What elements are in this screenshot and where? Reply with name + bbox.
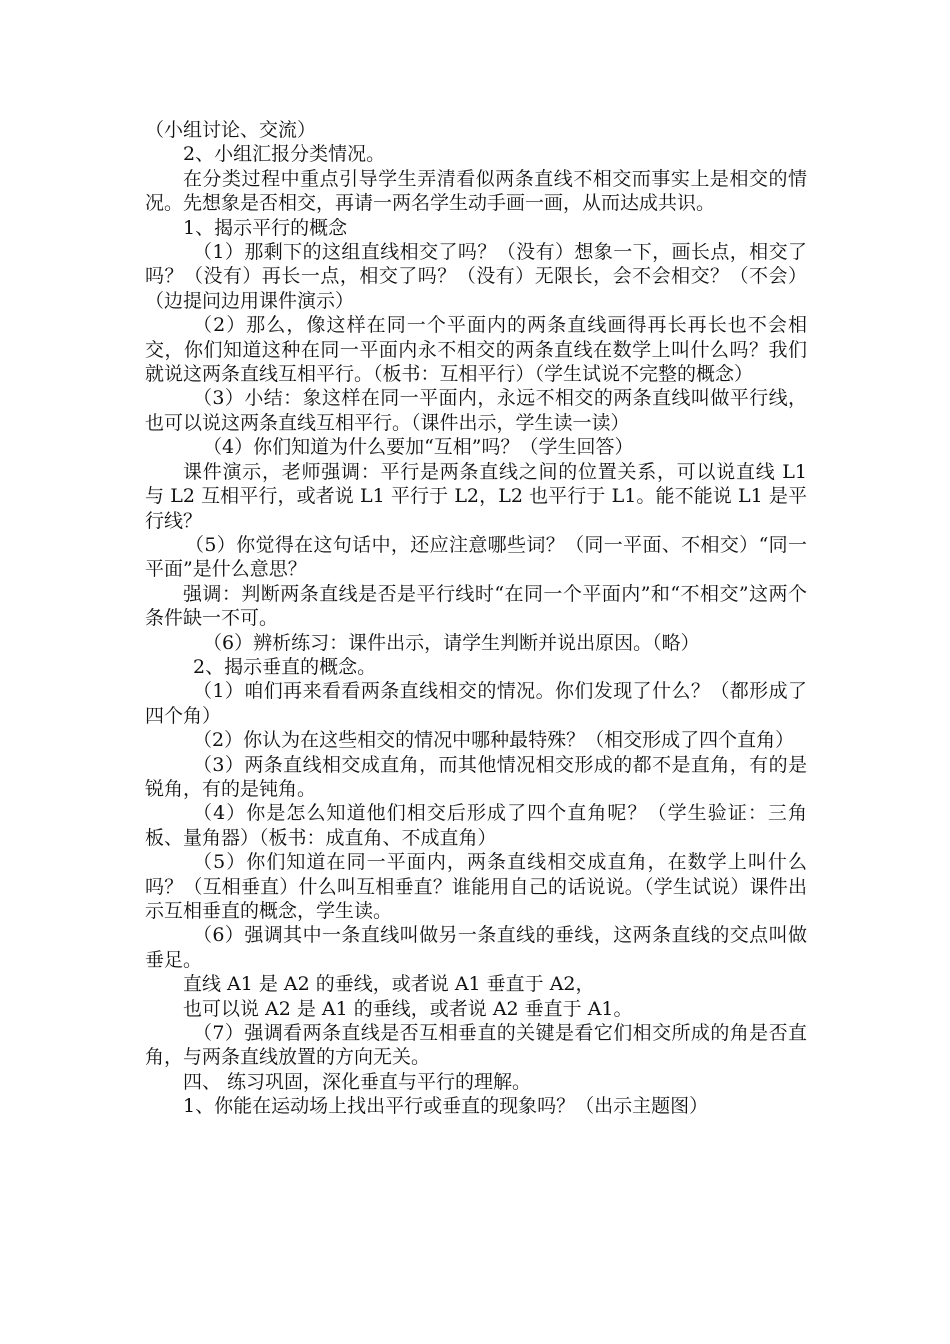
paragraph-group-report: 2、小组汇报分类情况。 [183, 143, 386, 166]
paragraph-parallel-step-5: （5）你觉得在这句话中，还应注意哪些词？（同一平面、不相交）“同一平面”是什么意思？ [145, 533, 807, 581]
paragraph-parallel-step-2: （2）那么，像这样在同一个平面内的两条直线画得再长再长也不会相交，你们知道这种在同一平面内永不相交的两条直线在数学上叫什么吗？我们就说这两条直线互相平行。（板书：互相平行）（学生试说不完整的概念） [145, 314, 807, 386]
paragraph-perpendicular-example-1: 直线 A1 是 A2 的垂线，或者说 A1 垂直于 A2， [183, 973, 595, 996]
paragraph-perpendicular-example-2: 也可以说 A2 是 A1 的垂线，或者说 A2 垂直于 A1。 [183, 997, 633, 1020]
heading-practice-section: 四、 练习巩固，深化垂直与平行的理解。 [183, 1070, 532, 1093]
paragraph-parallel-emphasis: 强调：判断两条直线是否是平行线时“在同一个平面内”和“不相交”这两个条件缺一不可。 [145, 582, 807, 630]
heading-perpendicular-concept: 2、揭示垂直的概念。 [193, 655, 377, 678]
paragraph-parallel-step-4: （4）你们知道为什么要加“互相”吗？（学生回答） [203, 436, 634, 459]
heading-parallel-concept: 1、揭示平行的概念 [183, 216, 348, 239]
paragraph-teacher-emphasis: 课件演示，老师强调：平行是两条直线之间的位置关系，可以说直线 L1 与 L2 互相平行，或者说 L1 平行于 L2，L2 也平行于 L1。能不能说 L1 是平行线？ [145, 460, 807, 532]
paragraph-perpendicular-step-5: （5）你们知道在同一平面内，两条直线相交成直角，在数学上叫什么吗？（互相垂直）什么叫互相垂直？谁能用自己的话说说。（学生试说）课件出示互相垂直的概念，学生读。 [145, 851, 807, 922]
paragraph-classification-guidance: 在分类过程中重点引导学生弄清看似两条直线不相交而事实上是相交的情况。先想象是否相交，再请一两名学生动手画一画，从而达成共识。 [145, 167, 807, 215]
paragraph-parallel-step-6: （6）辨析练习：课件出示，请学生判断并说出原因。（略） [203, 631, 700, 654]
document-body [145, 118, 807, 1119]
paragraph-perpendicular-step-3: （3）两条直线相交成直角，而其他情况相交形成的都不是直角，有的是锐角，有的是钝角。 [145, 753, 807, 800]
paragraph-perpendicular-step-6: （6）强调其中一条直线叫做另一条直线的垂线，这两条直线的交点叫做垂足。 [145, 924, 807, 971]
paragraph-perpendicular-step-7: （7）强调看两条直线是否互相垂直的关键是看它们相交所成的角是否直角，与两条直线放置的方向无关。 [145, 1022, 807, 1069]
paragraph-group-discussion: （小组讨论、交流） [145, 119, 317, 141]
paragraph-practice-question-1: 1、你能在运动场上找出平行或垂直的现象吗？（出示主题图） [183, 1095, 709, 1118]
paragraph-perpendicular-step-2: （2）你认为在这些相交的情况中哪种最特殊？（相交形成了四个直角） [193, 729, 795, 752]
paragraph-parallel-step-3: （3）小结：象这样在同一平面内，永远不相交的两条直线叫做平行线，也可以说这两条直线互相平行。（课件出示，学生读一读） [145, 387, 807, 434]
paragraph-perpendicular-step-1: （1）咱们再来看看两条直线相交的情况。你们发现了什么？（都形成了四个角） [145, 680, 807, 727]
paragraph-parallel-step-1: （1）那剩下的这组直线相交了吗？（没有）想象一下，画长点，相交了吗？（没有）再长一点，相交了吗？（没有）无限长，会不会相交？（不会）（边提问边用课件演示） [145, 241, 807, 312]
paragraph-perpendicular-step-4: （4）你是怎么知道他们相交后形成了四个直角呢？（学生验证：三角板、量角器）（板书：成直角、不成直角） [145, 802, 807, 849]
